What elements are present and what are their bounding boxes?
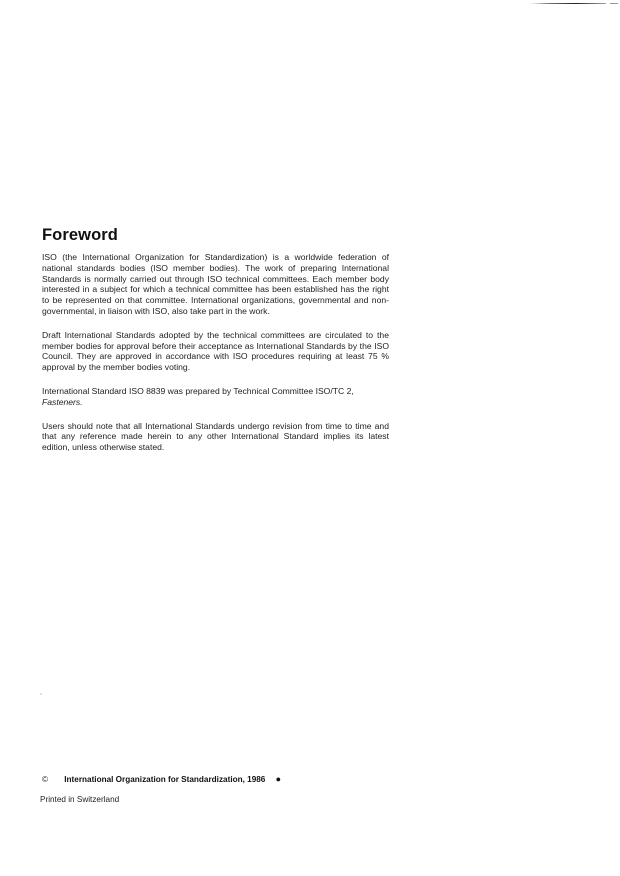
foreword-section: [42, 226, 389, 466]
paragraph-draft-standards: Draft International Standards adopted by the technical committees are circulated to the member bodies for approval before their acceptance as International Standards by the ISO Council. They are approved in accordance with ISO procedures requiring at least 75 % approval by the member bodies voting.: [42, 329, 389, 373]
paragraph-standard-prepared: [42, 386, 389, 408]
foreword-heading: Foreword: [42, 226, 118, 244]
copyright-icon: ©: [42, 775, 49, 784]
bullet-icon: ●: [275, 774, 282, 784]
printed-location: Printed in Switzerland: [40, 795, 120, 804]
copyright-line: [42, 774, 281, 785]
copyright-text: International Organization for Standardization, 1986: [64, 775, 266, 784]
standard-prepared-text: International Standard ISO 8839 was prepared by Technical Committee ISO/TC 2,: [42, 385, 354, 396]
paragraph-users-note: Users should note that all International Standards undergo revision from time to time and that any reference made herein to any other International Standard implies its latest edition, unless otherwise stated.: [42, 420, 389, 453]
scan-edge-line: [530, 3, 606, 4]
committee-title: Fasteners.: [42, 396, 83, 407]
scan-speck: [40, 693, 42, 695]
scan-edge-tick: [610, 3, 618, 4]
paragraph-iso-intro: ISO (the International Organization for Standardization) is a worldwide federation of national standards bodies (ISO member bodies). The work of preparing International Standards is normally carried out through ISO technical committees. Each member body interested in a subject for which a technical committee has been established has the right to be represented on that committee. International organizations, governmental and non-governmental, in liaison with ISO, also take part in the work.: [42, 252, 389, 316]
